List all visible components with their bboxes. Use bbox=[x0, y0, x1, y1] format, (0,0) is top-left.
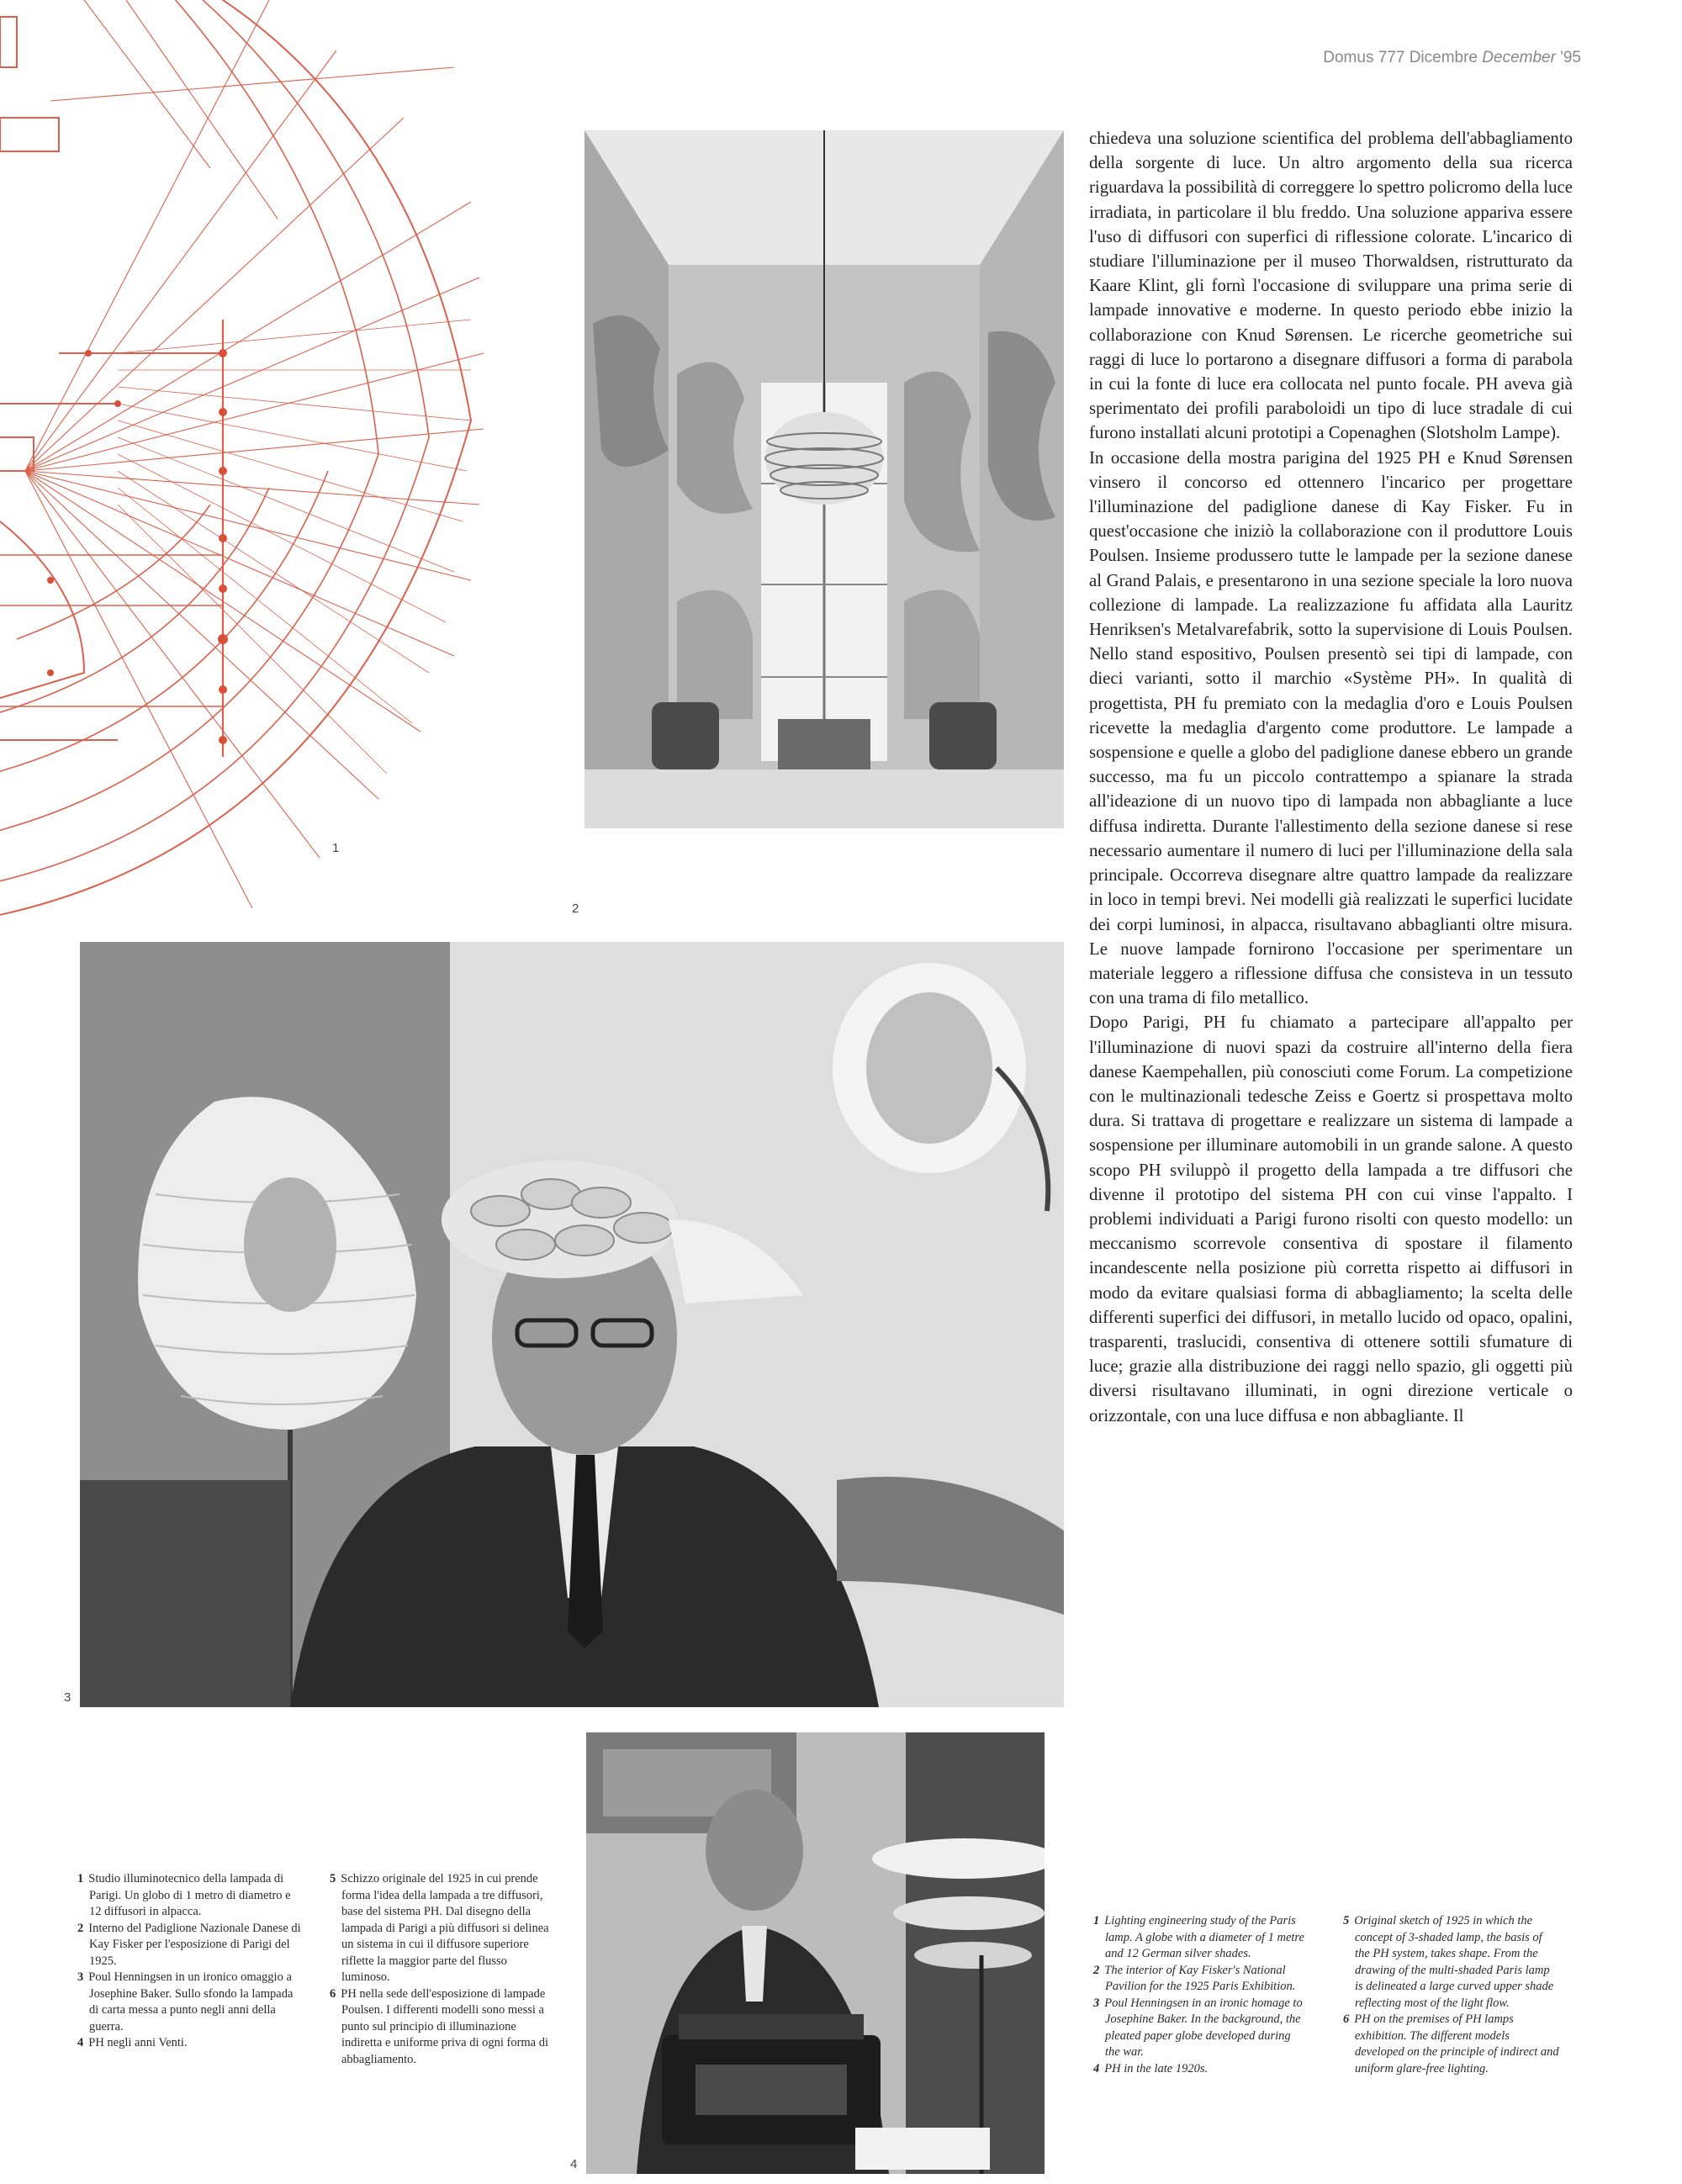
caption-en-2: 2 The interior of Kay Fisker's National Pavilion for the 1925 Paris Exhibition. bbox=[1093, 1963, 1296, 1993]
pavilion-interior-photo bbox=[584, 130, 1064, 828]
magazine-issue: Domus 777 Dicembre bbox=[1323, 49, 1478, 66]
page-header bbox=[1323, 49, 1581, 67]
henningsen-portrait-photo bbox=[80, 942, 1064, 1707]
year: '95 bbox=[1560, 49, 1581, 66]
caption-it-4: 4 PH negli anni Venti. bbox=[77, 2036, 188, 2049]
captions-english-left bbox=[1093, 1913, 1308, 2077]
caption-en-4: 4 PH in the late 1920s. bbox=[1093, 2061, 1209, 2076]
caption-en-3: 3 Poul Henningsen in an ironic homage to Josephine Baker. In the background, the pleated paper globe developed during the war. bbox=[1093, 1996, 1303, 2059]
caption-en-5: 5 Original sketch of 1925 in which the concept of 3-shaded lamp, the basis of the PH system, takes shape. From the drawing of the multi-shaded Paris lamp is delineated a large curved upper shade reflecting most of the light flow. bbox=[1343, 1914, 1554, 2010]
figure-number-4: 4 bbox=[570, 2157, 578, 2171]
captions-english-right bbox=[1343, 1913, 1560, 2077]
ph-typewriter-photo bbox=[586, 1732, 1045, 2174]
caption-en-1: 1 Lighting engineering study of the Paris lamp. A globe with a diameter of 1 metre and 12 German silver shades. bbox=[1093, 1914, 1304, 1960]
figure-number-1: 1 bbox=[332, 841, 340, 855]
caption-it-6: 6 PH nella sede dell'esposizione di lampade Poulsen. I differenti modelli sono messi a punto sul principio di illuminazione indiretta e uniforme priva di ogni forma di abbagliamento. bbox=[330, 1986, 549, 2066]
body-paragraph-3: Dopo Parigi, PH fu chiamato a partecipare all'appalto per l'illuminazione di nuovi spazi da costruire all'interno della fiera danese Kaempehallen, più conosciuti come Forum. La competizione con le multinazionali tedesche Zeiss e Goertz si prospettava molto dura. Si trattava di progettare e realizzare un sistema di lampade a sospensione per illuminare automobili in un grande salone. A questo scopo PH sviluppò il progetto della lampada a tre diffusori che divenne il prototipo del sistema PH con cui vinse l'appalto. I problemi individuati a Parigi furono risolti con questo modello: un meccanismo scorrevole consentiva di spostare il filamento incandescente nella posizione più corretta rispetto ai diffusori in modo da evitare qualsiasi forma di abbagliamento; la scelta delle differenti superfici dei diffusori, in metallo lucido od opaco, opalini, trasparenti, traslucidi, consentiva di ottenere sottili sfumature di luce; grazie alla distribuzione dei raggi nello spazio, gli oggetti più diversi risultavano illuminati, in ogni direzione verticale o orizzontale, con una luce diffusa e non abbagliante. Il bbox=[1089, 1013, 1573, 1425]
caption-it-2: 2 Interno del Padiglione Nazionale Danese di Kay Fisker per l'esposizione di Parigi del 1925. bbox=[77, 1921, 301, 1968]
caption-it-1: 1 Studio illuminotecnico della lampada di Parigi. Un globo di 1 metro di diametro e 12 diffusori in alpacca. bbox=[77, 1872, 291, 1918]
month-english: December bbox=[1482, 49, 1556, 66]
caption-it-5: 5 Schizzo originale del 1925 in cui prende forma l'idea della lampada a tre diffusori, base del sistema PH. Dal disegno della lampada di Parigi a più diffusori si delinea un sistema in cui il diffusore superiore riflette la maggior parte del flusso luminoso. bbox=[330, 1872, 549, 1984]
caption-it-3: 3 Poul Henningsen in un ironico omaggio a Josephine Baker. Sullo sfondo la lampada di carta messa a punto negli anni della guerra. bbox=[77, 1970, 294, 2033]
lamp-technical-drawing bbox=[0, 0, 488, 933]
article-body bbox=[1089, 126, 1573, 1428]
figure-number-3: 3 bbox=[64, 1690, 71, 1705]
figure-number-2: 2 bbox=[572, 902, 579, 916]
body-paragraph-1: chiedeva una soluzione scientifica del problema dell'abbagliamento della sorgente di luce. Un altro argomento della sua ricerca riguardava la possibilità di correggere lo spettro policromo della luce irradiata, in particolare il blu freddo. Una soluzione appariva essere l'uso di diffusori con superfici di riflessione colorate. L'incarico di studiare l'illuminazione per il museo Thorwaldsen, ristrutturato da Kaare Klint, gli fornì l'occasione di sviluppare una prima serie di lampade innovative e moderne. In questo periodo ebbe inizio la collaborazione con Knud Sørensen. Le ricerche geometriche sui raggi di luce lo portarono a disegnare diffusori a forma di parabola in cui la fonte di luce era collocata nel punto focale. PH aveva già sperimentato dei profili paraboloidi un tipo di luce stradale di cui furono installati alcuni prototipi a Copenaghen (Slotsholm Lampe). bbox=[1089, 129, 1573, 443]
captions-italian-left bbox=[77, 1871, 304, 2052]
body-paragraph-2: In occasione della mostra parigina del 1925 PH e Knud Sørensen vinsero il concorso ed ottennero l'incarico per progettare l'illuminazione del padiglione danese di Kay Fisker. Fu in quest'occasione che iniziò la collaborazione con il produttore Louis Poulsen. Insieme produssero tutte le lampade per la sezione danese al Grand Palais, e presentarono in una sezione speciale la loro nuova collezione di lampade. La realizzazione fu affidata alla Lauritz Henriksen's Metalvarefabrik, sotto la supervisione di Louis Poulsen. Nello stand espositivo, Poulsen presentò sei tipi di lampade, con dieci varianti, sotto il marchio «Système PH». In qualità di progettista, PH fu premiato con la medaglia d'oro e Louis Poulsen ricevette la medaglia d'argento come produttore. Le lampade a sospensione e quelle a globo del padiglione danese ebbero un grande successo, ma fu un piccolo contrattempo a spianare la strada all'ideazione di un nuovo tipo di lampada non abbagliante a luce diffusa indiretta. Durante l'allestimento della sezione danese si rese necessario aumentare il numero di luci per l'illuminazione della sala principale. Occorreva disegnare altre quattro lampade da realizzare in loco in tempi brevi. Nei modelli già realizzati le superfici lucidate dei corpi luminosi, in alpacca, risultavano abbaglianti oltre misura. Le nuove lampade fornirono l'occasione per sperimentare un materiale leggero a riflessione diffusa che consisteva in un tessuto con una trama di filo metallico. bbox=[1089, 447, 1573, 1008]
captions-italian-right bbox=[330, 1871, 553, 2068]
caption-en-6: 6 PH on the premises of PH lamps exhibition. The different models developed on the principle of indirect and uniform glare-free lighting. bbox=[1343, 2012, 1559, 2076]
